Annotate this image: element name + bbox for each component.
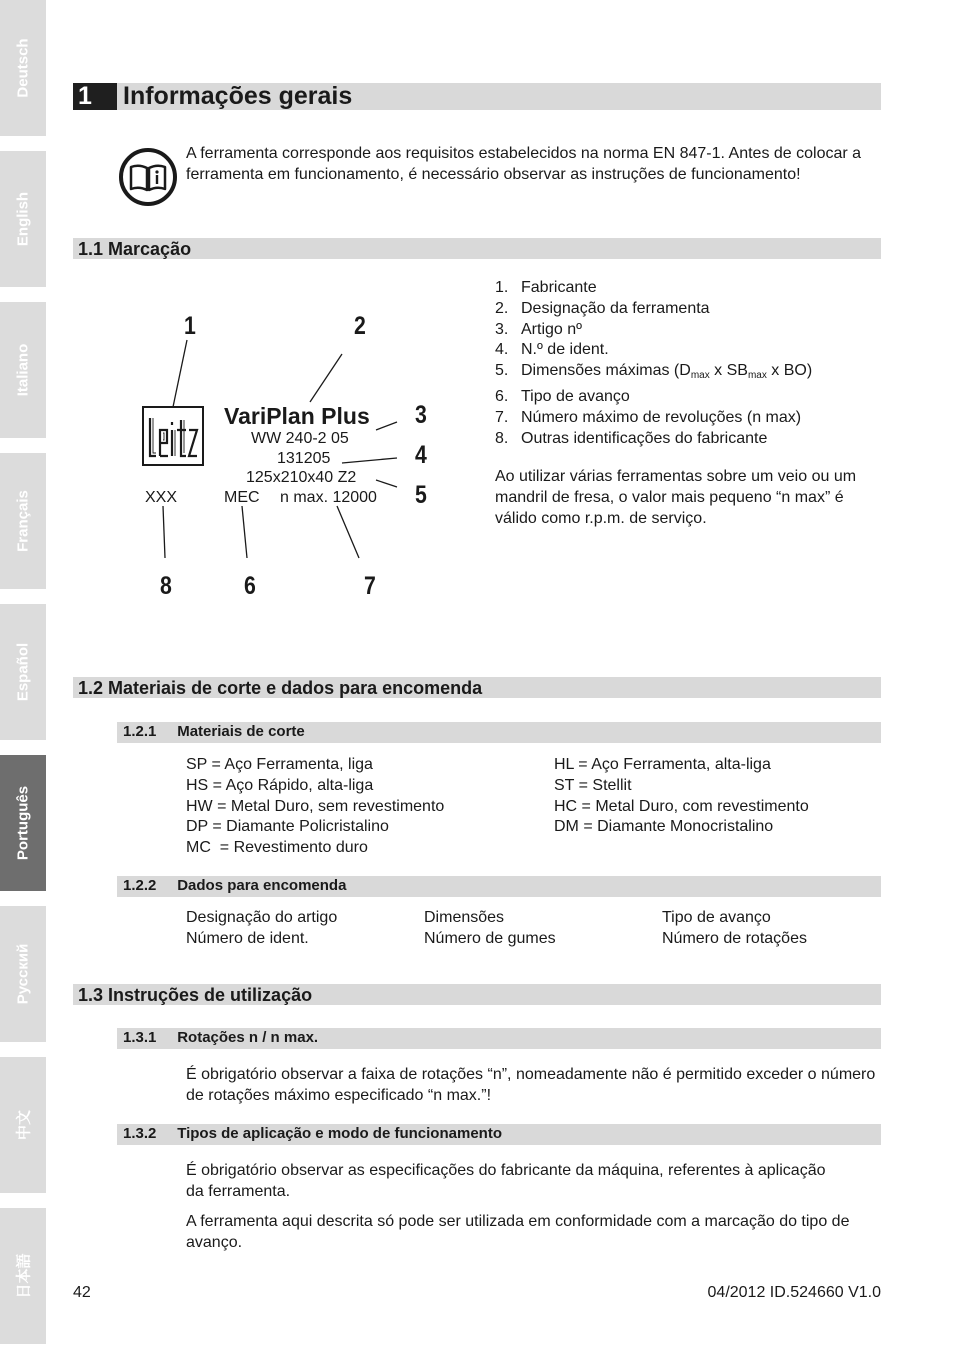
intro-text: A ferramenta corresponde aos requisitos estabelecidos na norma EN 847-1. Antes de colocar a ferramenta em funcionamento, é necessário observar as instruções de funcionamento!: [186, 145, 862, 183]
list-item: Tipo de avanço: [662, 909, 771, 926]
subsubsection-heading: 1.2.1 Materiais de corte: [123, 723, 305, 740]
lang-tab-label: 日本語: [15, 1253, 33, 1299]
callout-number: 4: [415, 441, 427, 469]
callout-number: 6: [244, 572, 256, 600]
list-item: 5. Dimensões máximas ($D_{max}$ x $SB_{max}$ x BO): [495, 362, 813, 382]
subsection-heading: 1.1 Marcação: [78, 239, 192, 259]
lang-tab-label: Русский: [14, 943, 32, 1005]
lang-tab-label: Español: [14, 642, 32, 702]
list-item: 4. N.º de ident.: [495, 341, 609, 359]
leitz-logo-icon: [142, 406, 204, 466]
list-item: DP = Diamante Policristalino: [186, 818, 389, 836]
cutting-materials-left: [186, 755, 546, 859]
list-item: 8. Outras identificações do fabricante: [495, 429, 768, 447]
designation-label: WW 240-2 05: [251, 430, 349, 447]
lang-tab-label: Italiano: [14, 343, 32, 397]
subsubsection-heading: 1.2.2 Dados para encomenda: [123, 877, 347, 894]
callout-number: 3: [415, 401, 427, 429]
callout-number: 8: [160, 572, 172, 600]
lang-tab-label: Français: [14, 490, 32, 552]
section-number: 1: [78, 82, 92, 110]
subsubsection-heading: 1.3.2 Tipos de aplicação e modo de funcionamento: [123, 1125, 502, 1142]
list-item: Designação do artigo: [186, 909, 338, 926]
list-item: HL = Aço Ferramenta, alta-liga: [554, 756, 771, 773]
order-data-col3: [662, 908, 881, 950]
list-item: MC = Revestimento duro: [186, 839, 368, 857]
application-text-1: É obrigatório observar as especificações do fabricante da máquina, referentes à aplicação da ferramenta.: [186, 1162, 826, 1200]
list-item: Número de rotações: [662, 929, 807, 947]
callout-number: 7: [364, 572, 376, 600]
lang-tab-label: English: [14, 191, 32, 247]
callout-number: 1: [184, 312, 196, 340]
callout-number: 2: [354, 312, 366, 340]
list-item: Número de ident.: [186, 929, 309, 947]
feed-type-label: MEC: [224, 489, 260, 506]
lang-tab-label: Português: [14, 785, 32, 861]
speed-text: É obrigatório observar a faixa de rotações “n”, nomeadamente não é permitido exceder o número de rotações máximo especificado “n max.”!: [186, 1066, 876, 1104]
list-item: Dimensões: [424, 909, 505, 926]
list-item: 2. Designação da ferramenta: [495, 299, 710, 317]
section-title: Informações gerais: [123, 82, 353, 110]
subsubsection-heading: 1.3.1 Rotações n / n max.: [123, 1029, 319, 1046]
list-item: ST = Stellit: [554, 776, 632, 794]
list-item: HC = Metal Duro, com revestimento: [554, 797, 809, 815]
list-item: 1. Fabricante: [495, 279, 597, 296]
order-data-col2: [424, 908, 654, 950]
dimensions-label: 125x210x40 Z2: [246, 469, 357, 486]
callout-number: 5: [415, 481, 427, 509]
list-item: Número de gumes: [424, 929, 556, 947]
application-text-2: A ferramenta aqui descrita só pode ser utilizada em conformidade com a marcação do tipo de avanço.: [186, 1213, 850, 1251]
manufacturer-code-label: XXX: [145, 489, 178, 506]
document-id: 04/2012 ID.524660 V1.0: [707, 1284, 881, 1301]
lang-tab-label: 中文: [15, 1109, 33, 1141]
list-item: 3. Artigo nº: [495, 320, 582, 338]
list-item: 6. Tipo de avanço: [495, 387, 630, 405]
lang-tab-label: Deutsch: [14, 38, 32, 98]
list-item: SP = Aço Ferramenta, liga: [186, 756, 373, 773]
list-item: DM = Diamante Monocristalino: [554, 818, 774, 836]
cutting-materials-right: [554, 755, 881, 838]
subsection-heading: 1.2 Materiais de corte e dados para encomenda: [78, 678, 483, 698]
nmax-label: n max. 12000: [280, 489, 377, 506]
page-number: 42: [73, 1284, 91, 1301]
list-item: HW = Metal Duro, sem revestimento: [186, 797, 445, 815]
list-item: 7. Número máximo de revoluções (n max): [495, 408, 802, 426]
marking-note: Ao utilizar várias ferramentas sobre um veio ou um mandril de fresa, o valor mais pequeno “n max” é válido como r.p.m. de serviço.: [495, 468, 857, 527]
list-item: HS = Aço Rápido, alta-liga: [186, 776, 374, 794]
order-data-col1: [186, 908, 416, 950]
product-name: VariPlan Plus: [224, 403, 370, 429]
article-number-label: 131205: [277, 450, 331, 467]
subsection-heading: 1.3 Instruções de utilização: [78, 985, 313, 1005]
marking-legend-list: [495, 278, 881, 449]
